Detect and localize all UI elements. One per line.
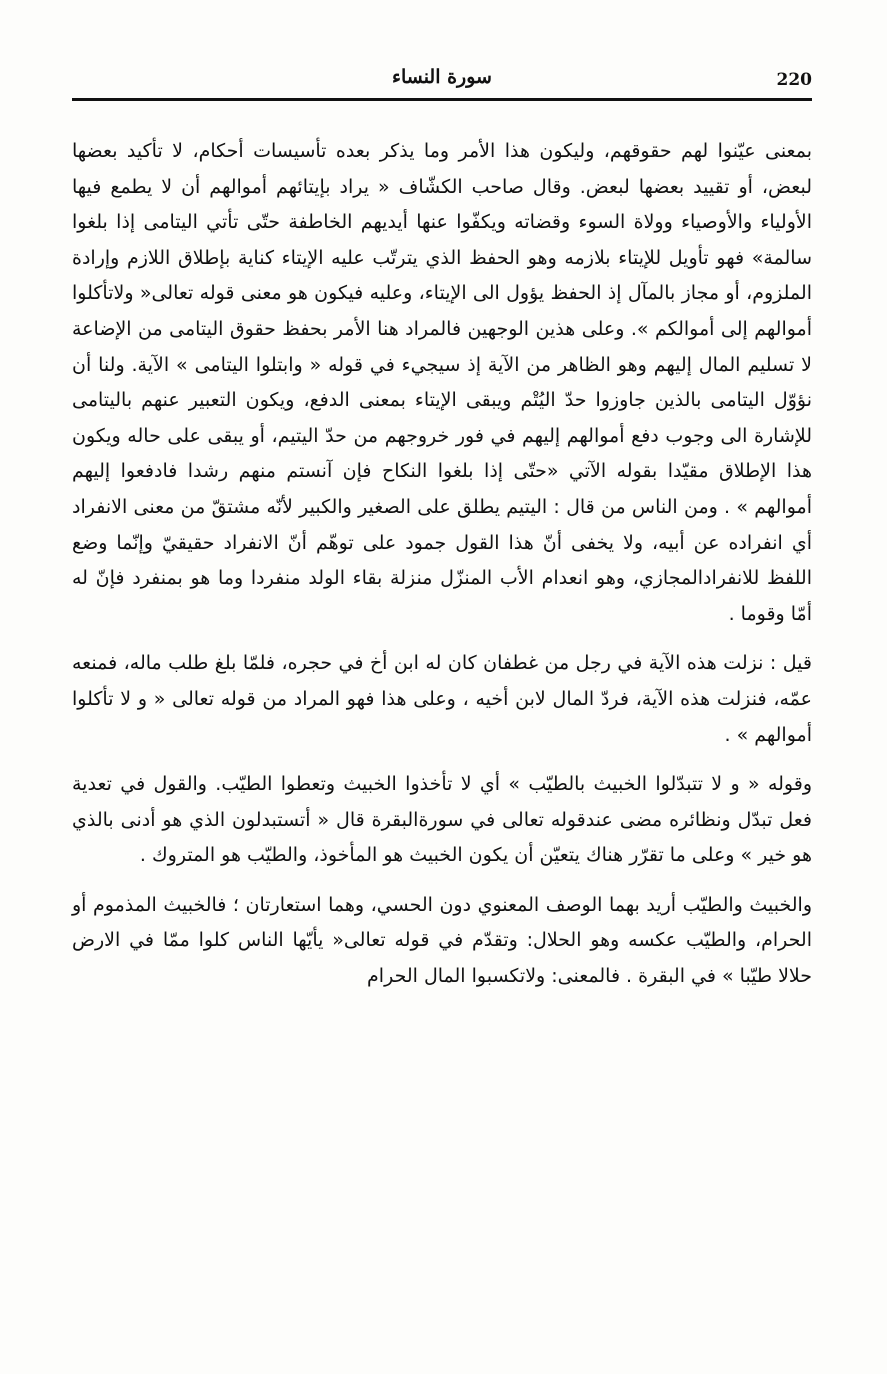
paragraph: وقوله « و لا تتبدّلوا الخبيث بالطيّب » أي لا تأخذوا الخبيث وتعطوا الطيّب. والقول في تعدية فعل تبدّل ونظائره مضى عندقوله تعالى في سورةالبقرة قال « أتستبدلون الذي هو أدنى بالذي هو خير » وعلى ما تقرّر هناك يتعيّن أن يكون الخبيث هو المأخوذ، والطيّب هو المتروك . — [72, 773, 812, 867]
header-rule — [72, 98, 812, 101]
paragraph: قيل : نزلت هذه الآية في رجل من غطفان كان له ابن أخ في حجره، فلمّا بلغ طلب ماله، فمنعه عمّه، فنزلت هذه الآية، فردّ المال لابن أخيه ، وعلى هذا فهو المراد من قوله تعالى « و لا تأكلوا أموالهم » . — [72, 652, 812, 746]
paragraph: والخبيث والطيّب أريد بهما الوصف المعنوي دون الحسي، وهما استعارتان ؛ فالخبيث المذموم أو الحرام، والطيّب عكسه وهو الحلال: وتقدّم في قوله تعالى« يأيّها الناس كلوا ممّا في الارض حلالا طيّبا » في البقرة . فالمعنى: ولاتكسبوا المال الحرام — [72, 893, 812, 988]
page-header — [72, 62, 812, 96]
page-number: 220 — [776, 70, 812, 90]
paragraph: بمعنى عيّنوا لهم حقوقهم، وليكون هذا الأمر وما يذكر بعده تأسيسات أحكام، لا تأكيد بعضها لبعض، أو تقييد بعضها لبعض. وقال صاحب الكشّاف « يراد بإيتائهم أموالهم أن لا يطمع فيها الأولياء والأوصياء وولاة السوء وقضاته ويكفّوا عنها أيديهم الخاطفة حتّى تأتي اليتامى إذا بلغوا سالمة» فهو تأويل للإيتاء بلازمه وهو الحفظ الذي يترتّب عليه الإيتاء كناية بإطلاق اللازم وإرادة الملزوم، أو مجاز بالمآل إذ الحفظ يؤول الى الإيتاء، وعليه فيكون هو معنى قوله تعالى« ولاتأكلوا أموالهم إلى أموالكم ». وعلى هذين الوجهين فالمراد هنا الأمر بحفظ حقوق اليتامى من الإضاعة لا تسليم المال إليهم وهو الظاهر من الآية إذ سيجيء في قوله « وابتلوا اليتامى » الآية. ولنا أن نؤوّل اليتامى بالذين جاوزوا حدّ اليُتْم ويبقى الإيتاء بمعنى الدفع، ويكون التعبير عنهم باليتامى للإشارة الى وجوب دفع أموالهم إليهم في فور خروجهم من حدّ اليتيم، أو يبقى على حاله ويكون هذا الإطلاق مقيّدا بقوله الآتي «حتّى إذا بلغوا النكاح فإن آنستم منهم رشدا فادفعوا إليهم أموالهم » . ومن الناس من قال : اليتيم يطلق على الصغير والكبير لأنّه مشتقّ من معنى الانفراد أي انفراده عن أبيه، ولا يخفى أنّ هذا القول جمود على توهّم أنّ الانفراد حقيقيّ وإنّما وضع اللفظ للانفرادالمجازي، وهو انعدام الأب المنزّل منزلة بقاء الولد منفردا وما هو بمنفرد فإنّ له أمّا وقوما . — [72, 140, 812, 625]
running-title: سورة النساء — [392, 66, 492, 88]
body-text — [72, 134, 812, 1009]
